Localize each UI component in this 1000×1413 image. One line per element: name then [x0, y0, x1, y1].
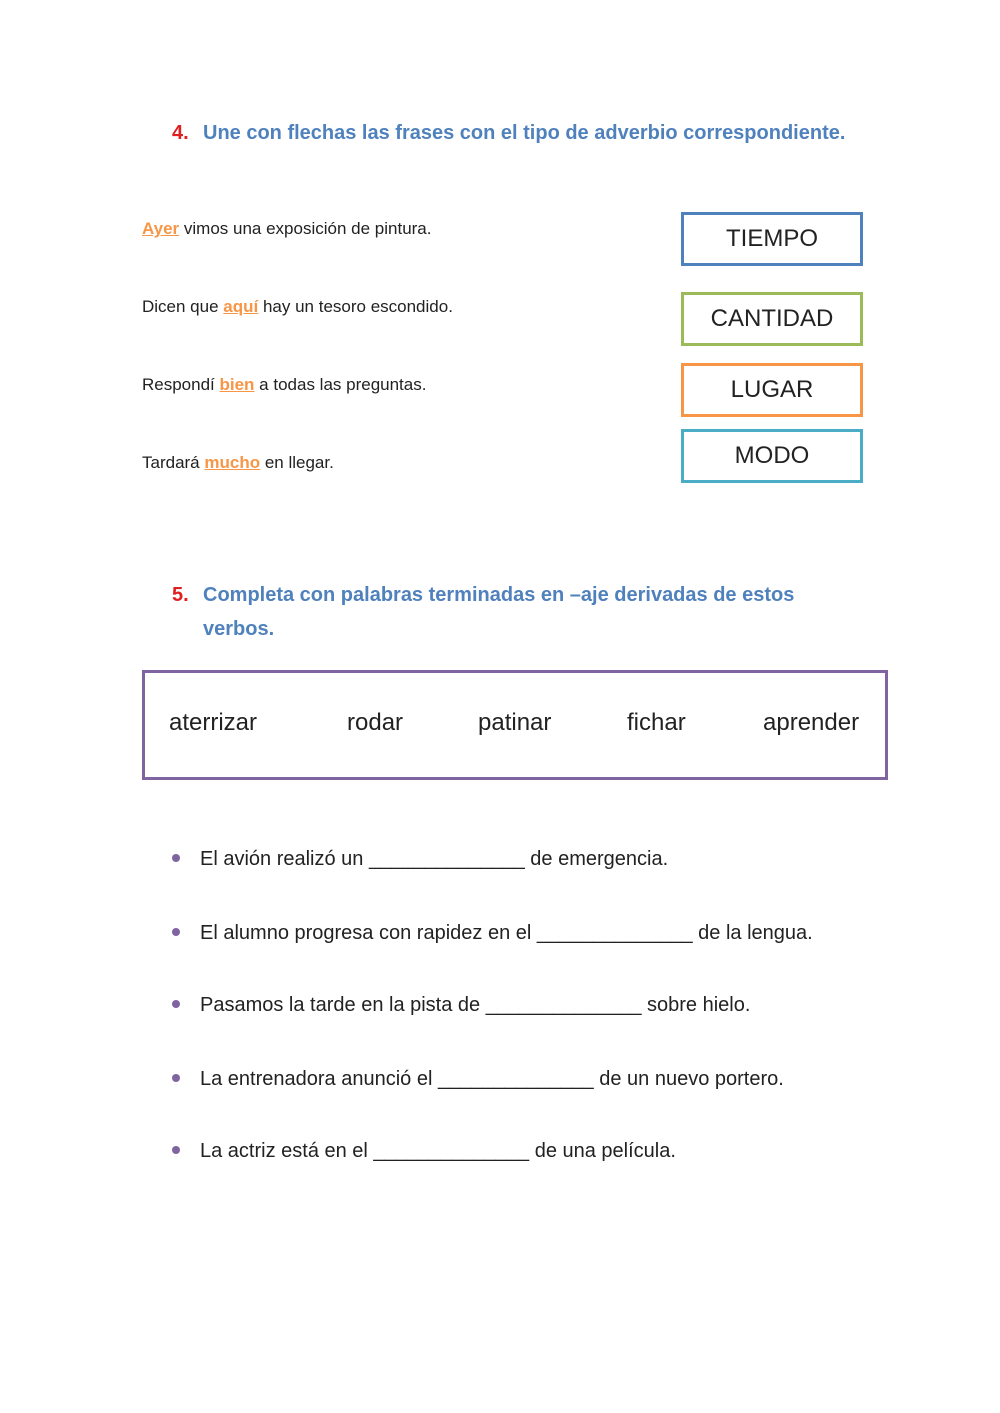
verb-fichar[interactable]: fichar: [627, 709, 686, 736]
adverb-word: Ayer: [142, 219, 180, 238]
category-box-modo[interactable]: MODO: [681, 429, 863, 483]
verb-word-bank: [142, 670, 888, 780]
adverb-word: mucho: [204, 453, 261, 472]
adverb-sentence-3[interactable]: Respondí bien a todas las preguntas.: [142, 375, 427, 394]
fill-sentence-1: [172, 848, 668, 871]
bullet-icon: [172, 1000, 180, 1008]
fill-sentence-text[interactable]: La entrenadora anunció el ______________ de un nuevo portero.: [200, 1068, 784, 1090]
verb-patinar[interactable]: patinar: [478, 709, 552, 736]
fill-sentence-text[interactable]: El avión realizó un ______________ de emergencia.: [200, 848, 669, 870]
fill-sentence-5: [172, 1140, 676, 1163]
fill-sentence-2: [172, 922, 813, 945]
exercise-4-instruction: Une con flechas las frases con el tipo de adverbio correspondiente.: [203, 122, 846, 144]
adverb-sentence-1[interactable]: Ayer vimos una exposición de pintura.: [142, 219, 432, 238]
fill-sentence-3: [172, 994, 750, 1017]
fill-sentence-text[interactable]: El alumno progresa con rapidez en el ______________ de la lengua.: [200, 922, 813, 944]
category-box-lugar[interactable]: LUGAR: [681, 363, 863, 417]
verb-aterrizar[interactable]: aterrizar: [169, 709, 258, 736]
verb-aprender[interactable]: aprender: [763, 709, 860, 736]
adverb-sentence-4[interactable]: Tardará mucho en llegar.: [142, 453, 334, 472]
bullet-icon: [172, 1146, 180, 1154]
fill-sentence-4: [172, 1068, 784, 1091]
fill-sentence-text[interactable]: Pasamos la tarde en la pista de ______________ sobre hielo.: [200, 994, 751, 1016]
exercise-5-number: 5.: [172, 584, 189, 606]
exercise-5-instruction: Completa con palabras terminadas en –aje derivadas de estos verbos.: [203, 584, 795, 640]
adverb-sentence-2[interactable]: Dicen que aquí hay un tesoro escondido.: [142, 297, 453, 316]
exercise-4-number: 4.: [172, 122, 189, 144]
category-box-cantidad[interactable]: CANTIDAD: [681, 292, 863, 346]
bullet-icon: [172, 854, 180, 862]
adverb-word: bien: [219, 375, 255, 394]
adverb-word: aquí: [223, 297, 259, 316]
bullet-icon: [172, 928, 180, 936]
category-box-tiempo[interactable]: TIEMPO: [681, 212, 863, 266]
bullet-icon: [172, 1074, 180, 1082]
fill-sentence-text[interactable]: La actriz está en el ______________ de una película.: [200, 1140, 676, 1162]
verb-rodar[interactable]: rodar: [347, 709, 404, 736]
